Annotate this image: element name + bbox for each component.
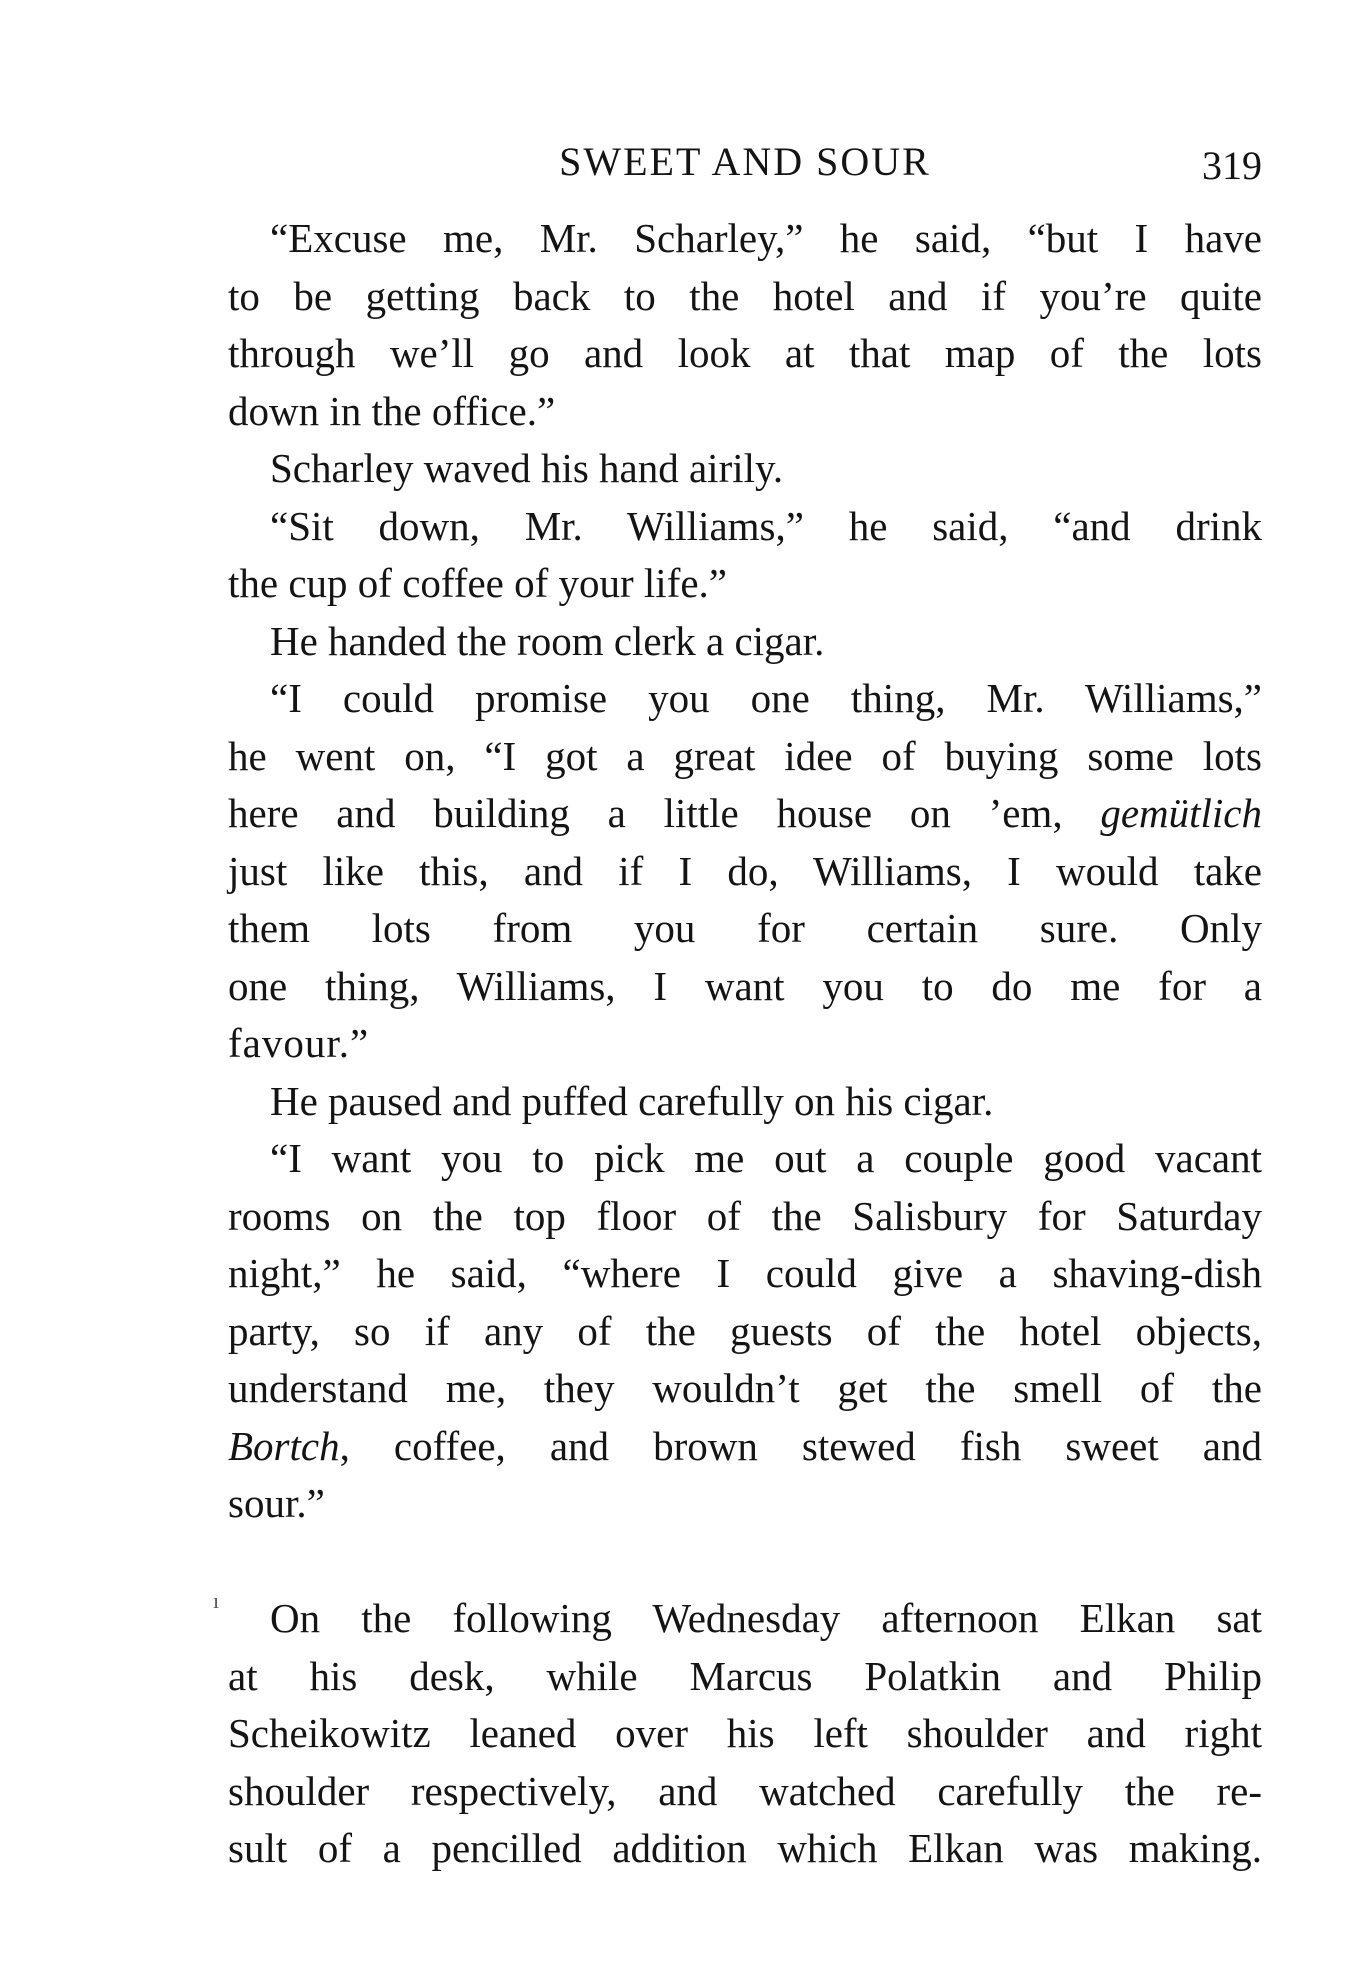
text-segment: here and building a little house on ’em, [228, 790, 1101, 836]
text-line: just like this, and if I do, Williams, I would take [228, 847, 1262, 894]
text-line: one thing, Williams, I want you to do me for a [228, 962, 1262, 1009]
text-line [228, 1418, 1262, 1476]
text-line: understand me, they wouldn’t get the smell of the [228, 1365, 1262, 1411]
italic-word: Bortch [228, 1422, 340, 1469]
text-line: down in the office.” [228, 387, 556, 434]
text-line: “Excuse me, Mr. Scharley,” he said, “but I have [270, 215, 1262, 261]
text-line: “Sit down, Mr. Williams,” he said, “and drink [270, 502, 1262, 549]
text-line: He handed the room clerk a cigar. [270, 617, 825, 664]
running-title: SWEET AND SOUR [559, 139, 931, 184]
text-line: the cup of coffee of your life.” [228, 560, 727, 606]
text-line: On the following Wednesday afternoon Elkan sat [270, 1595, 1262, 1641]
text-line: Scharley waved his hand airily. [270, 445, 784, 491]
text-line: through we’ll go and look at that map of the lots [228, 330, 1262, 376]
text-line: Scheikowitz leaned over his left shoulder and right [228, 1710, 1262, 1756]
text-line: night,” he said, “where I could give a shaving-dish [228, 1250, 1262, 1296]
text-line: he went on, “I got a great idee of buying some lots [228, 732, 1262, 779]
text-line: sult of a pencilled addition which Elkan was making. [228, 1825, 1262, 1871]
text-line: at his desk, while Marcus Polatkin and Philip [228, 1652, 1262, 1699]
text-line: shoulder respectively, and watched carefully the re- [228, 1767, 1262, 1814]
printing-mark: ı [213, 1588, 220, 1613]
text-line: them lots from you for certain sure. Only [228, 905, 1262, 951]
italic-word: gemütlich [1100, 790, 1262, 836]
text-line: rooms on the top floor of the Salisbury for Saturday [228, 1192, 1262, 1239]
body-text [228, 210, 1262, 1878]
text-line: He paused and puffed carefully on his cigar. [270, 1077, 994, 1124]
text-line [228, 785, 1262, 843]
text-line: “I could promise you one thing, Mr. Williams,” [270, 675, 1262, 721]
section-break [228, 1533, 1262, 1591]
text-line: party, so if any of the guests of the hotel objects, [228, 1307, 1262, 1354]
text-line: “I want you to pick me out a couple good vacant [270, 1135, 1262, 1181]
text-line: sour.” [228, 1480, 325, 1526]
page-number: 319 [1202, 143, 1262, 188]
text-line: favour.” [228, 1020, 370, 1066]
running-head [228, 132, 1262, 192]
text-segment: , coffee, and brown stewed fish sweet and [339, 1422, 1262, 1469]
text-line: to be getting back to the hotel and if you’re quite [228, 272, 1262, 319]
